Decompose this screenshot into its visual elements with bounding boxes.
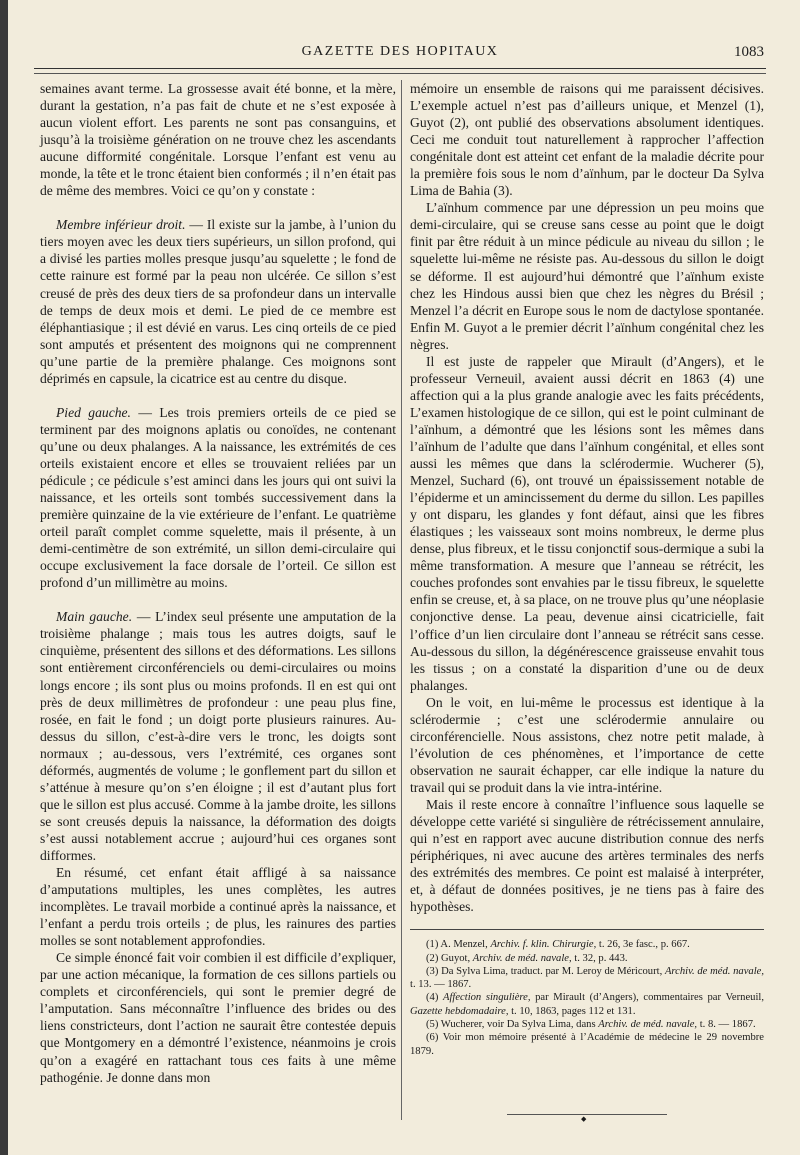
end-ornament: ◆: [507, 1114, 667, 1116]
right-paragraph: [410, 353, 764, 694]
footnote-italic: Archiv. de méd. navale,: [664, 965, 764, 977]
footnote-post: t. 32, p. 443.: [571, 952, 628, 964]
footnote-italic: Archiv. de méd. navale,: [472, 952, 572, 964]
header-rule-thin: [34, 73, 766, 74]
paragraph-text: L’aïnhum commence par une dépression un peu moins que demi-circulaire, qui se creuse sans cesse au point que le doigt finit par être réduit à un mince pédicule au niveau du sillon ; le squelette lui-même ne résiste pas. Au-dessous du sillon le doigt se déforme. Il est aujourd’hui démontré que l’aïnhum existe chez les Hindous aussi bien que chez les nègres du Brésil ; Menzel l’a décrit en Europe sous le nom de dactylose spontanée. Enfin M. Guyot a le premier décrit l’aïnhum congénital chez les nègres.: [410, 200, 764, 352]
paragraph-text: — Les trois premiers orteils de ce pied se terminent par des moignons aplatis ou conoïdes, ne contenant qu’une ou deux phalanges. A la naissance, les extrémités de ces orteils existaient encore et elles se trouvaient reliées par un pédicule ; ce pédicule s’est aminci dans les jours qui ont suivi la naissance, et les orteils sont tombés successivement dans la première quinzaine de la vie extérieure de l’enfant. Le quatrième orteil paraît complet comme squelette, mais il présente, à un demi-centimètre de son extrémité, un sillon demi-circulaire qui occupe exclusivement la face dorsale de l’orteil. Ce sillon est profond d’un millimètre au moins.: [40, 404, 396, 591]
footnote-rule: [410, 929, 764, 930]
left-paragraph: [40, 864, 396, 949]
footnote: [410, 938, 764, 951]
left-paragraph: [40, 80, 396, 199]
paragraph-text: — L’index seul présente une amputation de la troisième phalange ; mais tous les autres doigts, sauf le cinquième, présentent des sillons et des déformations. Les sillons sont entièrement circonférenciels ou demi-circulaires ou moins longs encore ; ils sont plus ou moins profonds. Il en est qui ont près de deux millimètres de profondeur : une peau plus fine, rosée, en fait le fond ; un doigt porte plusieurs rainures. Au-dessus du sillon, c’est-à-dire vers le tronc, les doigts sont normaux ; au-dessous, vers l’extrémité, ces organes sont déformés, augmentés de volume ; le gonflement part du sillon et s’atténue à mesure qu’on s’en éloigne ; il est d’autant plus fort que le sillon est plus accusé. Comme à la jambe droite, les sillons se sont creusés depuis la naissance, la déformation des doigts s’est aussi notablement accrue ; aujourd’hui ces organes sont difformes.: [40, 609, 396, 863]
footnote-italic: Affection singulière,: [442, 992, 531, 1004]
footnote-italic: Gazette hebdomadaire,: [410, 1005, 509, 1017]
paragraph-text: Mais il reste encore à connaître l’influence sous laquelle se développe cette variété si singulière de rétrécissement annulaire, qui n’est en rapport avec aucune distribution connue des nerfs périphériques, ni avec aucune des artères terminales des nerfs des extrémités des membres. Ce point est malaisé à interpréter, et, à défaut de données positives, je ne tiens pas à faire des hypothèses.: [410, 796, 764, 915]
column-divider: [401, 80, 402, 1120]
paragraph-text: Ce simple énoncé fait voir combien il est difficile d’expliquer, par une action mécanique, la formation de ces sillons partiels ou complets et circonférenciels, qui sont le premier degré de l’amputation. Sans méconnaître l’influence des brides ou des liens constricteurs, dont l’action ne saurait être contestée depuis que Montgomery en a démontré l’existence, néanmoins je crois qu’on a exagéré en rattachant tous ces faits à une même pathogénie. Je donne dans mon: [40, 950, 396, 1085]
right-column: [410, 80, 764, 1123]
paragraph-text: On le voit, en lui-même le processus est identique à la sclérodermie ; c’est une sclérodermie annulaire ou circonférencielle. Nous assistons, chez notre petit malade, à l’évolution de ces phénomènes, et l’importance de cette observation ne saurait échapper, car elle indique la nature du travail qui se produit dans la vie intra-intérine.: [410, 694, 764, 795]
right-paragraph: [410, 796, 764, 915]
footnote: [410, 952, 764, 965]
footnote-post: t. 13. — 1867.: [410, 979, 472, 991]
left-column: [40, 80, 396, 1086]
footnote-post: t. 26, 3e fasc., p. 667.: [596, 939, 690, 951]
left-paragraph: [40, 404, 396, 592]
footnote-pre: (3) Da Sylva Lima, traduct. par M. Leroy de Méricourt,: [426, 965, 665, 977]
page-number: 1083: [734, 44, 764, 60]
footnote: [410, 991, 764, 1018]
footnote-italic: Archiv. de méd. navale,: [598, 1019, 698, 1031]
section-heading: Pied gauche.: [56, 404, 131, 420]
page-edge-shadow: [0, 0, 8, 1155]
footnote-italic: Archiv. f. klin. Chirurgie,: [490, 939, 597, 951]
left-paragraph: [40, 949, 396, 1085]
paragraph-text: mémoire un ensemble de raisons qui me paraissent décisives. L’exemple actuel n’est pas d’ailleurs unique, et Menzel (1), Guyot (2), ont publié des observations absolument identiques. Ceci me conduit tout naturellement à rapprocher l’affection congénitale dont est atteint cet enfant de la maladie décrite pour la première fois sous le nom d’aïnhum, par le docteur Da Sylva Lima de Bahia (3).: [410, 81, 764, 199]
right-paragraph: [410, 694, 764, 796]
footnote: [410, 1031, 764, 1058]
section-heading: Membre inférieur droit.: [56, 217, 186, 233]
footnote-pre: (1) A. Menzel,: [426, 939, 491, 951]
page-header: [36, 44, 764, 66]
left-paragraph: [40, 216, 396, 386]
footnote-pre: (2) Guyot,: [426, 952, 473, 964]
section-heading: Main gauche.: [56, 609, 133, 625]
right-paragraph: [410, 80, 764, 199]
journal-title: GAZETTE DES HOPITAUX: [301, 44, 499, 59]
paragraph-text: semaines avant terme. La grossesse avait été bonne, et la mère, durant la gestation, n’a pas fait de chute et ne s’est exposée à aucun violent effort. Les parents ne sont pas consanguins, et jusqu’à la troisième génération on ne trouve chez les ascendants aucune difformité congénitale. Lorsque l’enfant est venu au monde, la tête et le tronc étaient bien conformés ; il n’en était pas de même des membres. Voici ce qu’on y constate :: [40, 81, 396, 199]
footnote: [410, 1018, 764, 1031]
footnote-post: t. 8. — 1867.: [697, 1019, 756, 1031]
footnote-post: par Mirault (d’Angers), commentaires par Verneuil,: [530, 992, 764, 1004]
footnote-pre: (4): [426, 992, 443, 1004]
footnote-post: t. 10, 1863, pages 112 et 131.: [508, 1005, 636, 1017]
right-column-body: [410, 80, 764, 915]
right-paragraph: [410, 199, 764, 352]
footnotes: [410, 938, 764, 1058]
header-rule: [34, 68, 766, 69]
paragraph-text: Il est juste de rappeler que Mirault (d’Angers), et le professeur Verneuil, avaient aussi décrit en 1863 (4) une affection qui a la plus grande analogie avec les faits précédents, L’examen histologique de ce sillon, qui est le point culminant de l’aïnhum, a démontré que les lésions sont les mêmes dans l’aïnhum de l’adulte que dans l’aïnhum congénital, et elles sont aussi les mêmes que dans la sclérodermie. Wucherer (5), Menzel, Suchard (6), ont trouvé un épaississement notable de l’épiderme et un amincissement du derme du sillon. Les papilles y ont disparu, les glandes y font défaut, ainsi que les fibres élastiques ; les vaisseaux sont moins nombreux, le derme plus dense, plus fibreux, et le tissu conjonctif sous-dermique a subi la même transformation. A mesure que l’anneau se rétrécit, les couches profondes sont envahies par le tissu fibreux, le squelette enfin se creuse, et, à sa place, on ne trouve plus qu’une néoplasie conjonctive dense. La peau, devenue ainsi cicatricielle, fait l’office d’un lien circulaire dont l’anneau se rétrécit sans cesse. Au-dessous du sillon, la dégénérescence graisseuse envahit tous les tissus ; on a constaté la disparition d’une ou de deux phalanges.: [410, 353, 764, 693]
paragraph-text: — Il existe sur la jambe, à l’union du tiers moyen avec les deux tiers supérieurs, un sillon profond, qui a divisé les parties molles presque jusqu’au squelette ; le fond de cette rainure est formé par la peau non ulcérée. Ce sillon s’est creusé de près des deux tiers de sa profondeur dans un intervalle de temps de deux mois et demi. Le pied de ce membre est éléphantiasique ; il est dévié en varus. Les cinq orteils de ce pied sont amputés et présentent des moignons qui ne comprennent qu’une partie de la première phalange. Ces moignons sont déprimés en capsule, la cicatrice est au centre du disque.: [40, 217, 396, 386]
footnote: [410, 965, 764, 992]
paragraph-text: En résumé, cet enfant était affligé à sa naissance d’amputations multiples, les unes complètes, les autres incomplètes. Le travail morbide a continué après la naissance, et l’enfant a perdu trois orteils ; de plus, les rainures des parties molles se sont notablement approfondies.: [40, 865, 396, 949]
left-paragraph: [40, 608, 396, 864]
footnote-pre: (5) Wucherer, voir Da Sylva Lima, dans: [426, 1019, 599, 1031]
footnote-pre: (6) Voir mon mémoire présenté à l’Académie de médecine le 29 novembre 1879.: [410, 1032, 764, 1057]
